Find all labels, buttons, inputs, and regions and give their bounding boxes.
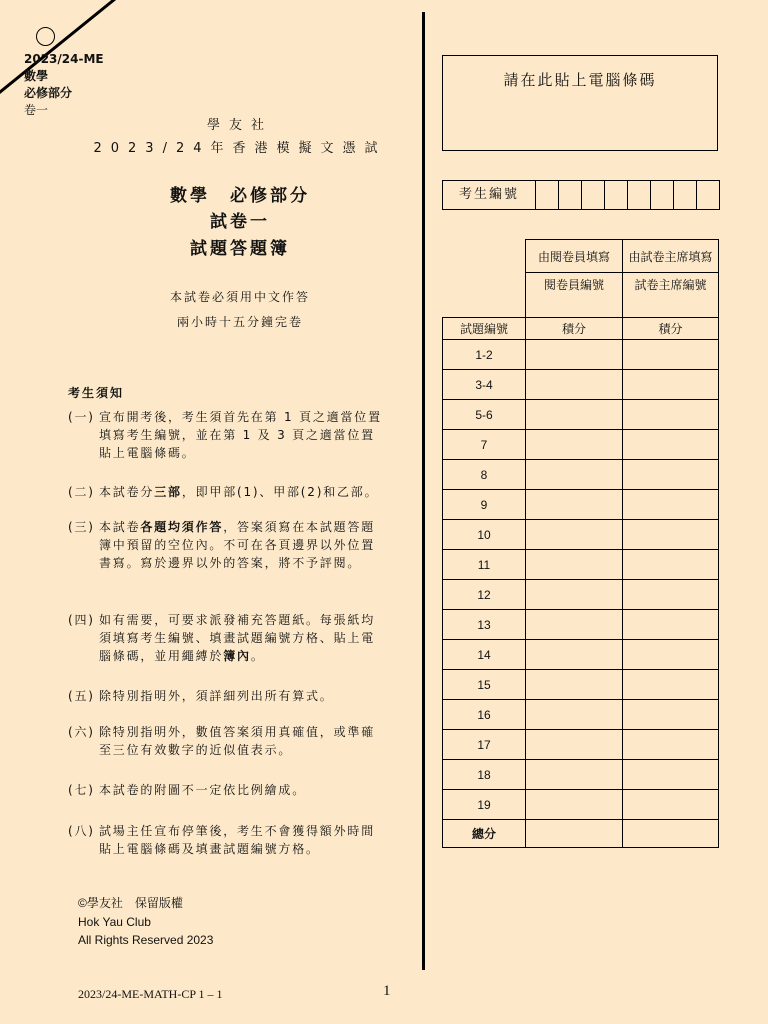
- question-number: 14: [443, 640, 526, 670]
- question-number: 12: [443, 580, 526, 610]
- marks-cell[interactable]: [526, 670, 623, 700]
- marks-cell[interactable]: [623, 550, 719, 580]
- instruction-number: (一): [68, 410, 95, 424]
- marks-cell[interactable]: [623, 700, 719, 730]
- question-number: 9: [443, 490, 526, 520]
- total-cell[interactable]: [623, 820, 719, 848]
- copyright-block: [78, 894, 213, 950]
- marks-cell[interactable]: [623, 610, 719, 640]
- question-number-header: 試題編號: [443, 318, 526, 340]
- instruction-number: (四): [68, 613, 95, 627]
- publisher: 學友社: [206, 118, 273, 133]
- marks-cell[interactable]: [623, 790, 719, 820]
- rights-line: All Rights Reserved 2023: [78, 933, 214, 947]
- marker-header: 由閱卷員填寫: [526, 240, 623, 273]
- instruction-text: 本試卷的附圖不一定依比例繪成。: [99, 783, 307, 797]
- score-table-blank: [443, 273, 526, 318]
- marks-cell[interactable]: [526, 580, 623, 610]
- candidate-digit-box[interactable]: [674, 181, 697, 209]
- supervisor-id-header: 試卷主席編號: [623, 273, 719, 318]
- barcode-box-label: 請在此貼上電腦條碼: [503, 71, 657, 89]
- candidate-digit-box[interactable]: [651, 181, 674, 209]
- marks-cell[interactable]: [526, 640, 623, 670]
- corner-subject: 數學: [24, 69, 49, 83]
- question-number: 16: [443, 700, 526, 730]
- instruction-item: [68, 611, 388, 665]
- corner-circle-mark: [36, 27, 55, 46]
- candidate-digit-box[interactable]: [605, 181, 628, 209]
- instruction-number: (八): [68, 824, 95, 838]
- score-table-blank: [443, 240, 526, 273]
- instruction-text: 除特別指明外，數值答案須用真確值，或準確至三位有效數字的近似值表示。: [99, 725, 376, 757]
- instruction-number: (五): [68, 689, 95, 703]
- marks-cell[interactable]: [526, 490, 623, 520]
- instruction-text: 本試卷各題均須作答，答案須寫在本試題答題簿中預留的空位內。不可在各頁邊界以外位置書寫。寫於邊界以外的答案，將不予評閱。: [99, 520, 376, 570]
- marks-cell[interactable]: [526, 340, 623, 370]
- candidate-digit-box[interactable]: [582, 181, 605, 209]
- instruction-item: [68, 781, 388, 799]
- marks-header: 積分: [526, 318, 623, 340]
- language-note: 本試卷必須用中文作答: [169, 290, 310, 304]
- instruction-text: 宣布開考後，考生須首先在第 1 頁之適當位置填寫考生編號，並在第 1 及 3 頁之適當位置貼上電腦條碼。: [99, 410, 382, 460]
- candidate-digit-box[interactable]: [559, 181, 582, 209]
- question-number: 18: [443, 760, 526, 790]
- corner-label: [24, 51, 104, 119]
- question-number: 13: [443, 610, 526, 640]
- footer-code: 2023/24-ME-MATH-CP 1 – 1: [78, 987, 223, 1001]
- instruction-text: 如有需要，可要求派發補充答題紙。每張紙均須填寫考生編號、填畫試題編號方格、貼上電腦條碼，並用繩縛於簿內。: [99, 613, 376, 663]
- instruction-text: 試場主任宣布停筆後，考生不會獲得額外時間貼上電腦條碼及填畫試題編號方格。: [99, 824, 376, 856]
- marks-cell[interactable]: [623, 460, 719, 490]
- marks-cell[interactable]: [526, 550, 623, 580]
- instruction-text: 本試卷分三部，即甲部(1)、甲部(2)和乙部。: [99, 485, 379, 499]
- marks-cell[interactable]: [526, 700, 623, 730]
- candidate-digit-box[interactable]: [536, 181, 559, 209]
- question-number: 8: [443, 460, 526, 490]
- marks-cell[interactable]: [526, 730, 623, 760]
- question-number: 11: [443, 550, 526, 580]
- marks-cell[interactable]: [623, 760, 719, 790]
- question-number: 10: [443, 520, 526, 550]
- marks-cell[interactable]: [526, 760, 623, 790]
- instruction-number: (三): [68, 520, 95, 534]
- corner-code: 2023/24-ME: [24, 52, 104, 66]
- paper-title: 試卷一: [210, 212, 270, 232]
- marks-cell[interactable]: [623, 400, 719, 430]
- marks-cell[interactable]: [526, 520, 623, 550]
- question-number: 7: [443, 430, 526, 460]
- marks-cell[interactable]: [526, 370, 623, 400]
- instruction-item: [68, 822, 388, 858]
- publisher-english: Hok Yau Club: [78, 914, 151, 929]
- candidate-digit-box[interactable]: [628, 181, 651, 209]
- instruction-item: [68, 518, 388, 572]
- question-number: 5-6: [443, 400, 526, 430]
- total-label: 總分: [443, 820, 526, 848]
- candidate-digit-box[interactable]: [697, 181, 719, 209]
- question-number: 1-2: [443, 340, 526, 370]
- question-number: 3-4: [443, 370, 526, 400]
- question-number: 15: [443, 670, 526, 700]
- marks-header: 積分: [623, 318, 719, 340]
- copyright-line: ©學友社 保留版權: [78, 896, 183, 910]
- marks-cell[interactable]: [623, 490, 719, 520]
- marks-cell[interactable]: [623, 640, 719, 670]
- marks-cell[interactable]: [623, 370, 719, 400]
- marks-cell[interactable]: [526, 460, 623, 490]
- marks-cell[interactable]: [526, 400, 623, 430]
- margin-divider-line: [422, 12, 425, 970]
- supervisor-header: 由試卷主席填寫: [623, 240, 719, 273]
- total-cell[interactable]: [526, 820, 623, 848]
- corner-part: 必修部分: [24, 86, 73, 100]
- candidate-number-row: [442, 180, 720, 210]
- marks-cell[interactable]: [623, 520, 719, 550]
- instruction-item: [68, 723, 388, 759]
- instruction-number: (六): [68, 725, 95, 739]
- subject-title: 數學 必修部分: [170, 186, 310, 206]
- question-number: 19: [443, 790, 526, 820]
- instructions-heading: 考生須知: [68, 386, 125, 400]
- exam-title: 2023/24年香港模擬文憑試: [93, 141, 387, 156]
- marks-cell[interactable]: [623, 430, 719, 460]
- score-table: [442, 239, 719, 848]
- instruction-item: [68, 687, 388, 705]
- marks-cell[interactable]: [623, 670, 719, 700]
- marks-cell[interactable]: [526, 430, 623, 460]
- marks-cell[interactable]: [623, 730, 719, 760]
- marker-id-header: 閱卷員編號: [526, 273, 623, 318]
- marks-cell[interactable]: [526, 790, 623, 820]
- instruction-item: [68, 408, 388, 462]
- marks-cell[interactable]: [623, 340, 719, 370]
- booklet-title: 試題答題簿: [190, 239, 290, 259]
- instruction-number: (二): [68, 485, 95, 499]
- candidate-number-label: 考生編號: [443, 181, 536, 209]
- barcode-box[interactable]: [442, 55, 718, 151]
- marks-cell[interactable]: [623, 580, 719, 610]
- corner-paper: 卷一: [24, 103, 49, 117]
- page-number: 1: [383, 983, 391, 999]
- instruction-text: 除特別指明外，須詳細列出所有算式。: [99, 689, 334, 703]
- instruction-item: [68, 483, 388, 501]
- question-number: 17: [443, 730, 526, 760]
- marks-cell[interactable]: [526, 610, 623, 640]
- time-note: 兩小時十五分鐘完卷: [176, 315, 303, 329]
- instruction-number: (七): [68, 783, 95, 797]
